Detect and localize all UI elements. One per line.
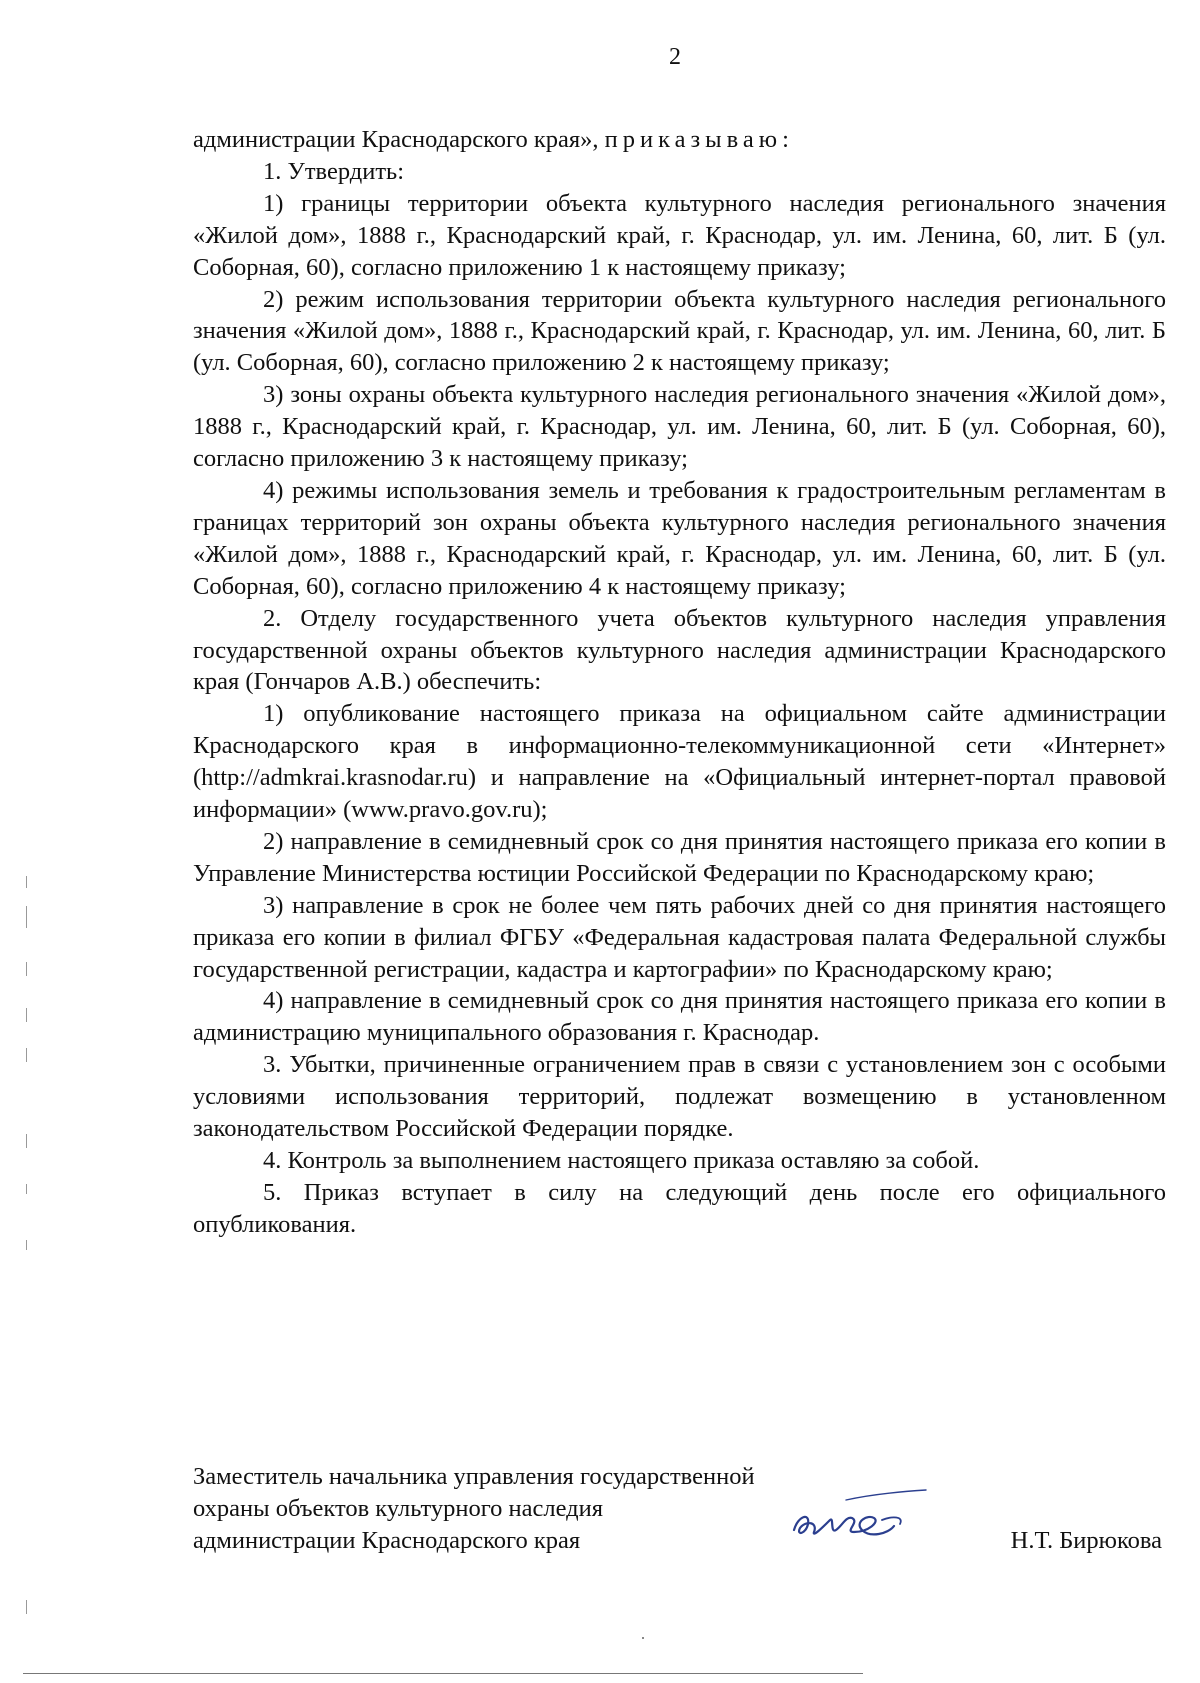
intro-text: администрации Краснодарского края», xyxy=(193,126,605,153)
signatory-name: Н.Т. Бирюкова xyxy=(1010,1526,1162,1554)
paragraph-item-2-2: 2) направление в семидневный срок со дня принятия настоящего приказа его копии в Управление Министерства юстиции Российской Федерации по Краснодарскому краю; xyxy=(193,827,1166,887)
signature-block xyxy=(193,1461,1166,1557)
paragraph-intro xyxy=(193,124,1166,156)
handwritten-signature xyxy=(784,1486,934,1548)
paragraph-item-1-1: 1) границы территории объекта культурного наследия регионального значения «Жилой дом», 1888 г., Краснодарский край, г. Краснодар, ул. им. Ленина, 60, лит. Б (ул. Соборная, 60), согласно приложению 1 к настоящему приказу; xyxy=(193,189,1166,281)
scan-bottom-edge xyxy=(23,1673,863,1674)
paragraph-item-2-4: 4) направление в семидневный срок со дня принятия настоящего приказа его копии в администрацию муниципального образования г. Краснодар. xyxy=(193,987,1166,1047)
order-body xyxy=(193,124,1166,1241)
paragraph-item-2-1: 1) опубликование настоящего приказа на официальном сайте администрации Краснодарского края в информационно-телекоммуникационной сети «Интернет» (http://admkrai.krasnodar.ru) и направление на «Официальный интернет-портал правовой информации» (www.pravo.gov.ru); xyxy=(193,700,1166,824)
paragraph-item-1-3: 3) зоны охраны объекта культурного наследия регионального значения «Жилой дом», 1888 г., Краснодарский край, г. Краснодар, ул. им. Ленина, 60, лит. Б (ул. Соборная, 60), согласно приложению 3 к настоящему приказу; xyxy=(193,381,1166,473)
paragraph-item-1-4: 4) режимы использования земель и требования к градостроительным регламентам в границах территорий зон охраны объекта культурного наследия регионального значения «Жилой дом», 1888 г., Краснодарский край, г. Краснодар, ул. им. Ленина, 60, лит. Б (ул. Соборная, 60), согласно приложению 4 к настоящему приказу; xyxy=(193,476,1166,600)
paragraph-item-1-2: 2) режим использования территории объекта культурного наследия регионального значения «Жилой дом», 1888 г., Краснодарский край, г. Краснодар, ул. им. Ленина, 60, лит. Б (ул. Соборная, 60), согласно приложению 2 к настоящему приказу; xyxy=(193,285,1166,377)
scan-speck xyxy=(642,1637,644,1639)
paragraph-item-2-3: 3) направление в срок не более чем пять рабочих дней со дня принятия настоящего приказа его копии в филиал ФГБУ «Федеральная кадастровая палата Федеральной службы государственной регистрации, кадастра и картографии» по Краснодарскому краю; xyxy=(193,891,1166,983)
paragraph-item-5: 5. Приказ вступает в силу на следующий день после его официального опубликования. xyxy=(193,1178,1166,1238)
page-number: 2 xyxy=(669,44,681,70)
paragraph-item-3: 3. Убытки, причиненные ограничением прав в связи с установлением зон с особыми условиями использования территорий, подлежат возмещению в установленном законодательством Российской Федерации порядке. xyxy=(193,1051,1166,1143)
paragraph-item-4: 4. Контроль за выполнением настоящего приказа оставляю за собой. xyxy=(263,1147,980,1174)
paragraph-item-2: 2. Отделу государственного учета объектов культурного наследия управления государственной охраны объектов культурного наследия администрации Краснодарского края (Гончаров А.В.) обеспечить: xyxy=(193,604,1166,696)
signatory-title-line-1: Заместитель начальника управления государственной xyxy=(193,1463,755,1490)
order-word: приказываю: xyxy=(604,126,794,153)
paragraph-approve: 1. Утвердить: xyxy=(263,157,405,185)
scan-margin-marks xyxy=(26,0,30,1683)
signatory-title-line-3: администрации Краснодарского края xyxy=(193,1526,581,1554)
signatory-title-line-2: охраны объектов культурного наследия xyxy=(193,1494,604,1522)
